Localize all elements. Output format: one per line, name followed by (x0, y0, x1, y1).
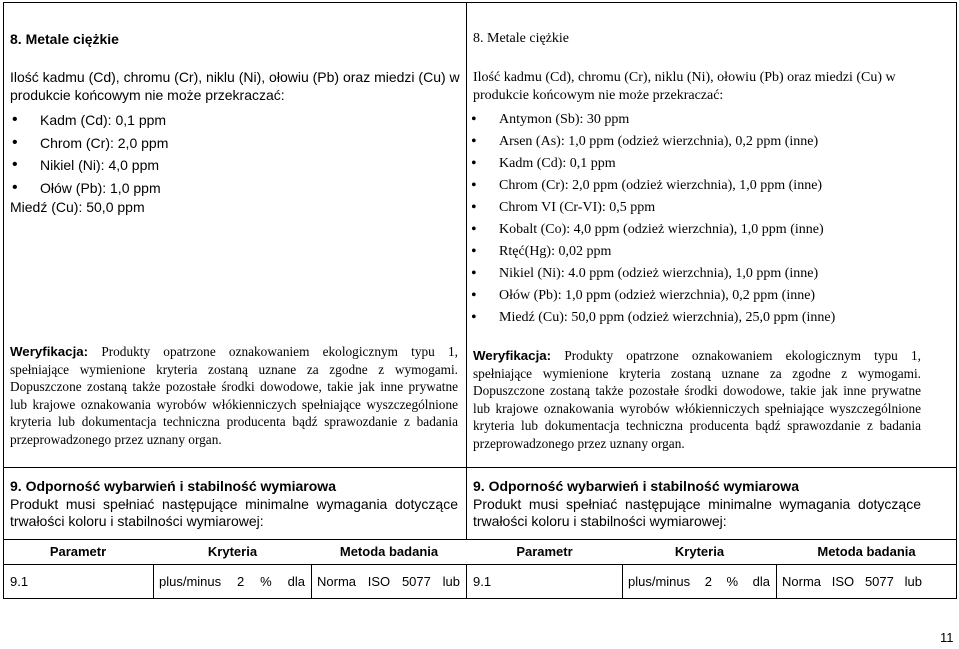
table-header-metoda: Metoda badania (817, 544, 916, 559)
list-item: • Nikiel (Ni): 4,0 ppm (10, 157, 168, 180)
left-metal-list (10, 112, 168, 202)
section-9-heading: 9. Odporność wybarwień i stabilność wymiarowa (473, 478, 799, 494)
table-header-parametr: Parametr (49, 544, 107, 559)
section-9-heading: 9. Odporność wybarwień i stabilność wymiarowa (10, 478, 336, 494)
page-number: 11 (940, 630, 954, 645)
list-item: • Kadm (Cd): 0,1 ppm (10, 112, 168, 135)
row-divider (3, 467, 957, 468)
table-cell-parametr: 9.1 (473, 574, 492, 589)
right-verification (473, 347, 921, 452)
cell-divider (776, 564, 777, 598)
right-intro (473, 69, 953, 104)
right-metal-list (469, 112, 835, 332)
section-9-text: Produkt musi spełniać następujące minimalne wymagania dotyczące trwałości koloru i stabilności wymiarowej: (473, 495, 921, 529)
table-header-parametr: Parametr (516, 544, 573, 559)
left-section-9 (10, 478, 458, 531)
table-header-kryteria: Kryteria (207, 544, 258, 559)
list-item: • Chrom (Cr): 2,0 ppm (odzież wierzchnia), 1,0 ppm (inne) (469, 178, 835, 200)
table-cell-metoda: Norma ISO 5077 lub (317, 574, 460, 589)
left-intro (10, 69, 462, 104)
cell-divider (311, 564, 312, 598)
table-border-right (956, 2, 957, 599)
list-item: • Chrom VI (Cr-VI): 0,5 ppm (469, 200, 835, 222)
list-item: • Ołów (Pb): 1,0 ppm (odzież wierzchnia), 0,2 ppm (inne) (469, 288, 835, 310)
list-item: • Miedź (Cu): 50,0 ppm (odzież wierzchnia), 25,0 ppm (inne) (469, 310, 835, 332)
row-divider (3, 564, 957, 565)
list-item: • Antymon (Sb): 30 ppm (469, 112, 835, 134)
list-item: • Rtęć(Hg): 0,02 ppm (469, 244, 835, 266)
left-heading: 8. Metale ciężkie (10, 31, 119, 47)
right-section-9 (473, 478, 921, 531)
table-header-metoda: Metoda badania (339, 544, 439, 559)
cell-divider (622, 564, 623, 598)
table-cell-kryteria: plus/minus 2 % dla (628, 574, 770, 589)
list-item: • Ołów (Pb): 1,0 ppm (10, 180, 168, 203)
left-intro-line: Ilość kadmu (Cd), chromu (Cr), niklu (Ni), ołowiu (Pb) oraz miedzi (Cu) w (10, 69, 460, 85)
list-item: • Kobalt (Co): 4,0 ppm (odzież wierzchnia), 1,0 ppm (inne) (469, 222, 835, 244)
list-item: • Kadm (Cd): 0,1 ppm (469, 156, 835, 178)
table-header-kryteria: Kryteria (674, 544, 725, 559)
verification-label: Weryfikacja: (473, 348, 552, 363)
verification-text: Produkty opatrzone oznakowaniem ekologicznym typu 1, spełniające wymienione kryteria zostaną uznane za zgodne z wymogami. Dopuszczone zostaną także pozostałe środki dowodowe, takie jak inne prywatne lub krajowe oznakowania wyrobów włókienniczych spełniające wyszczególnione kryteria lub dokumentacja techniczna producenta bądź sprawozdanie z badania przeprowadzonego przez uznany organ. (473, 348, 921, 451)
table-cell-parametr: 9.1 (10, 574, 29, 589)
cell-divider (153, 564, 154, 598)
right-intro-line: Ilość kadmu (Cd), chromu (Cr), niklu (Ni), ołowiu (Pb) oraz miedzi (Cu) w (473, 70, 896, 85)
table-border-bottom (3, 598, 957, 599)
list-item: • Chrom (Cr): 2,0 ppm (10, 135, 168, 158)
column-divider (466, 2, 467, 539)
right-heading: 8. Metale ciężkie (473, 31, 570, 46)
column-divider (466, 564, 467, 598)
row-divider (3, 539, 957, 540)
section-9-text: Produkt musi spełniać następujące minimalne wymagania dotyczące trwałości koloru i stabilności wymiarowej: (10, 495, 458, 529)
table-cell-metoda: Norma ISO 5077 lub (782, 574, 922, 589)
left-extra-item: Miedź (Cu): 50,0 ppm (10, 199, 145, 215)
verification-text: Produkty opatrzone oznakowaniem ekologicznym typu 1, spełniające wymienione kryteria zostaną uznane za zgodne z wymogami. Dopuszczone zostaną także pozostałe środki dowodowe, takie jak inne prywatne lub krajowe oznakowania wyrobów włókienniczych spełniające wyszczególnione kryteria lub dokumentacja techniczna producenta bądź sprawozdanie z badania przeprowadzonego przez uznany organ. (10, 344, 458, 447)
left-intro-line: produkcie końcowym nie może przekraczać: (10, 86, 285, 103)
right-intro-line: produkcie końcowym nie może przekraczać: (473, 87, 724, 103)
verification-label: Weryfikacja: (10, 344, 89, 359)
list-item: • Nikiel (Ni): 4.0 ppm (odzież wierzchnia), 1,0 ppm (inne) (469, 266, 835, 288)
left-verification (10, 343, 458, 448)
table-cell-kryteria: plus/minus 2 % dla (159, 574, 305, 589)
list-item: • Arsen (As): 1,0 ppm (odzież wierzchnia), 0,2 ppm (inne) (469, 134, 835, 156)
table-border-left (3, 2, 4, 599)
table-border-top (3, 2, 957, 3)
